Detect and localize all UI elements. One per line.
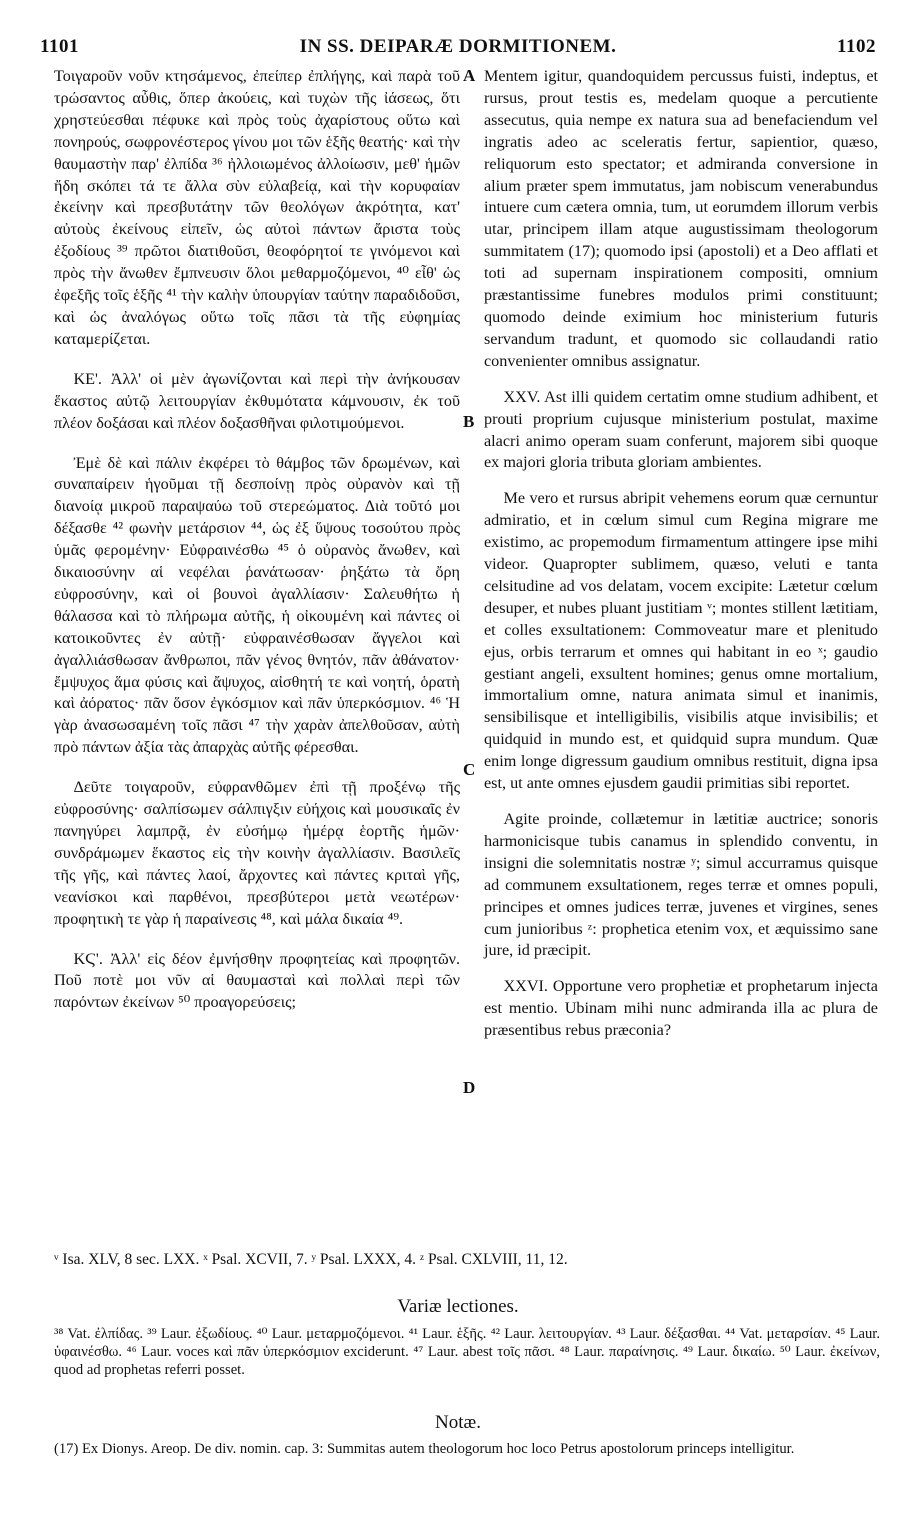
margin-letter-a: A: [463, 66, 476, 85]
notae-text: (17) Ex Dionys. Areop. De div. nomin. cap. 3: Summitas autem theologorum hoc loco Petrus apostolorum princeps intelligitur.: [54, 1441, 795, 1457]
greek-paragraph: Τοιγαροῦν νοῦν κτησάμενος, ἐπείπερ ἐπλήγης, καὶ παρὰ τοῦ τρώσαντος αὖθις, ὅπερ ἀκούεις, καὶ τυχὼν τῆς ἰάσεως, ὅτι χρηστεύεσθαι πέφυκε καὶ πρὸς τοὺς ἀχαρίστους οὕτω καὶ πονηρούς, σωφρονέστερος γίνου μοι τῶν ἑξῆς θεατής· καὶ τὴν θαυμαστὴν παρ' ἐλπίδα ³⁶ ἠλλοιωμένος ἀλλοίωσιν, μεθ' ἡμῶν ἤδη σκόπει τά τε ἄλλα σὺν εὐλαβείᾳ, καὶ τὴν κορυφαίαν ἐκείνην καὶ πρεσβυτάτην τῶν θεολόγων ἀκρότητα, κατ' αὐτοὺς ἐκείνους εἰπεῖν, ὡς αὐτοὶ πάντων ἄριστα τοὺς ἐξοδίους ³⁹ πρῶτοι διατιθοῦσι, θεοφόρητοί τε γινόμενοι καὶ πρὸς τὴν ἄνωθεν ἔμπνευσιν ὅλοι μεθαρμοζόμενοι, ⁴⁰ εἶθ' ὡς ἐφεξῆς τοῖς ἑξῆς ⁴¹ τὴν καλὴν ὑπουργίαν ταύτην παραδιδοῦσι, καὶ ὡς ἀναλόγως οὕτω τοῖς πᾶσι τὰ τῆς εὐφημίας καταμερίζεται.: [54, 67, 460, 348]
latin-paragraph: Agite proinde, collætemur in lætitiæ auctrice; sonoris harmonicisque tubis canamus in splendido conventu, in insigni die solemnitatis nostræ ʸ; simul accurramus quisque ad communem exsultationem, reges terræ et omnes populi, principes et omnes judices terræ, juvenes et virgines, senes cum junioribus ᶻ: prophetica etenim vox, et æquissimo sane jure, id præcipit.: [484, 810, 878, 960]
greek-paragraph: Δεῦτε τοιγαροῦν, εὐφρανθῶμεν ἐπὶ τῇ προξένῳ τῆς εὐφροσύνης· σαλπίσωμεν σάλπιγξιν εὐήχοις καὶ μουσικαῖς ἐν πανηγύρει λαμπρᾷ, ἐν εὐσήμῳ ἡμέρᾳ ἑορτῆς ἡμῶν· συνδράμωμεν ἕκαστος εἰς τὴν κοινὴν ἀγαλλίασιν. Βασιλεῖς τῆς γῆς, καὶ πάντες λαοί, ἄρχοντες καὶ πάντες κριταὶ γῆς, νεανίσκοι καὶ παρθένοι, πρεσβύτεροι μετὰ νεωτέρων· προφητικὴ τε γὰρ ἡ παραίνεσις ⁴⁸, καὶ μάλα δικαία ⁴⁹.: [54, 778, 460, 928]
scripture-references: ᵛ Isa. XLV, 8 sec. LXX. ˣ Psal. XCVII, 7. ʸ Psal. LXXX, 4. ᶻ Psal. CXLVIII, 11, 12.: [54, 1251, 568, 1268]
margin-letter-b: B: [463, 412, 475, 431]
page-number-left: 1101: [40, 36, 79, 57]
running-header: [40, 36, 876, 62]
margin-letter-c: C: [463, 760, 476, 779]
variae-lectiones-text: ³⁸ Vat. ἐλπίδας. ³⁹ Laur. ἐξωδίους. ⁴⁰ Laur. μεταρμοζόμενοι. ⁴¹ Laur. ἑξῆς. ⁴² Laur. λειτουργίαν. ⁴³ Laur. δέξασθαι. ⁴⁴ Vat. μεταρσίαν. ⁴⁵ Laur. ὑφαινέσθω. ⁴⁶ Laur. voces καὶ πᾶν ὑπερκόσμιον exciderunt. ⁴⁷ Laur. abest τοῖς πᾶσι. ⁴⁸ Laur. παραίνησις. ⁴⁹ Laur. δικαίω. ⁵⁰ Laur. ἐκείνων, quod ad prophetas referri posset.: [54, 1326, 880, 1378]
margin-letter-d: D: [463, 1078, 476, 1097]
running-title: IN SS. DEIPARÆ DORMITIONEM.: [299, 36, 617, 57]
page-number-right: 1102: [837, 36, 876, 57]
notae-heading: Notæ.: [435, 1412, 481, 1433]
latin-paragraph: Mentem igitur, quandoquidem percussus fuisti, indeptus, et rursus, prout testis es, medelam quoque a percutiente assecutus, quia nempe ex natura sua ad benefaciendum vel ingratis adeo ac sceleratis fertur, sapientior, quæso, reliquorum esto spectator; et admiranda conversione in alium præter spem immutatus, jam nobiscum venerabundus intuere cum cætera omnia, tum, ut eorumdem illorum verbis utar, principem illam atque augustissimam theologorum summitatem (17); quomodo ipsi (apostoli) et a Deo afflati et toti ad supernam inspirationem compositi, omnium præstantissime funebres modulos primi constituunt; quomodo deinde eximium hoc ministerium futuris servandum tradunt, et quomodo sic collaudandi ratio convenienter omnibus assignatur.: [484, 67, 878, 370]
greek-column: [54, 66, 460, 1032]
greek-section-heading-paragraph: ΚϚ'. Ἀλλ' εἰς δέον ἐμνήσθην προφητείας καὶ προφητῶν. Ποῦ ποτὲ μοι νῦν αἱ θαυμασταὶ καὶ πολλαὶ περὶ τῶν παρόντων ἐκείνων ⁵⁰ προαγορεύσεις;: [54, 949, 460, 1012]
greek-paragraph: Ἐμὲ δὲ καὶ πάλιν ἐκφέρει τὸ θάμβος τῶν δρωμένων, καὶ συναπαίρειν ἡγοῦμαι τῇ δεσποίνῃ πρὸς οὐρανὸν καὶ τῇ διανοίᾳ μικροῦ παραψαύω τοῦ στερεώματος. Διὰ τοῦτό μοι δέξασθε ⁴² φωνὴν μετάρσιον ⁴⁴, ὡς ἐξ ὕψους τοσούτου πρὸς ὑμᾶς φερομένην· Εὐφραινέσθω ⁴⁵ ὁ οὐρανὸς ἄνωθεν, καὶ δικαιοσύνην αἱ νεφέλαι ῥανάτωσαν· ῥηξάτω τὰ ὄρη εὐφροσύνην, καὶ οἱ βουνοὶ ἀγαλλίασιν· Σαλευθήτω ἡ θάλασσα καὶ τὸ πλήρωμα αὐτῆς, ἡ οἰκουμένη καὶ πάντες οἱ κατοικοῦντες ἐν αὐτῇ· εὐφραινέσθωσαν ἄγγελοι καὶ ἀγαλλιάσθωσαν ἄνθρωποι, πᾶν γένος θνητόν, πᾶν ἀθάνατον· ἔμψυχος ἅμα φύσις καὶ ἄψυχος, αἰσθητή τε καὶ νοητή, ὁρατὴ καὶ ἀόρατος· πᾶν ὅσον ἐγκόσμιον καὶ πᾶν ὑπερκόσμιον. ⁴⁶ Ἡ γὰρ ἀνασωσαμένη τοῖς πᾶσι ⁴⁷ τὴν χαρὰν ἀπελθοῦσαν, αὐτὴ πρὸ πάντων ἀξία τὰς ἀπαρχὰς αὐτῆς φέρεσθαι.: [54, 453, 460, 757]
latin-column: [484, 66, 878, 1056]
variae-lectiones-heading: Variæ lectiones.: [397, 1296, 519, 1317]
greek-section-heading-paragraph: ΚΕ'. Ἀλλ' οἱ μὲν ἀγωνίζονται καὶ περὶ τὴν ἀνήκουσαν ἕκαστος αὐτῷ λειτουργίαν ἐκθυμότατα κάμνουσιν, ἐκ τοῦ πλέον δοξάσαι καὶ πλέον δοξασθῆναι φιλοτιμούμενοι.: [54, 369, 460, 432]
latin-section-paragraph: XXV. Ast illi quidem certatim omne studium adhibent, et prouti proprium cujusque ministerium postulat, maxime alacri animo operam suam conferunt, majorem sibi quoque ex majori gloria tributa gloriam ambientes.: [484, 387, 878, 472]
latin-paragraph: Me vero et rursus abripit vehemens eorum quæ cernuntur admiratio, et in cœlum simul cum Regina migrare me existimo, ac propemodum firmamentum attingere ipse mihi videor. Quapropter sublimem, quæso, veluti e tanta celsitudine ad vos delatam, vocem excipite: Lætetur cœlum desuper, et nubes pluant justitiam ᵛ; montes stillent lætitiam, et colles exsultationem: Commoveatur mare et plenitudo ejus, orbis terrarum et omnes qui habitant in eo ˣ; gaudio gestiant angeli, exsultent homines; genus omne mortalium, immortalium omne, natura animata simul et inanimis, sensibilisque et intelligibilis, visibilis atque invisibilis; et quidquid in mundo est, et quidquid supra mundum. Quæ enim longe digressum gaudium omnibus restituit, digna ipsa est, ut ante omnes ejusdem gaudii primitias sibi reportet.: [484, 489, 878, 793]
latin-section-paragraph: XXVI. Opportune vero prophetiæ et prophetarum injecta est mentio. Ubinam mihi nunc admiranda illa ac plura de præsentibus rebus præconia?: [484, 977, 878, 1040]
